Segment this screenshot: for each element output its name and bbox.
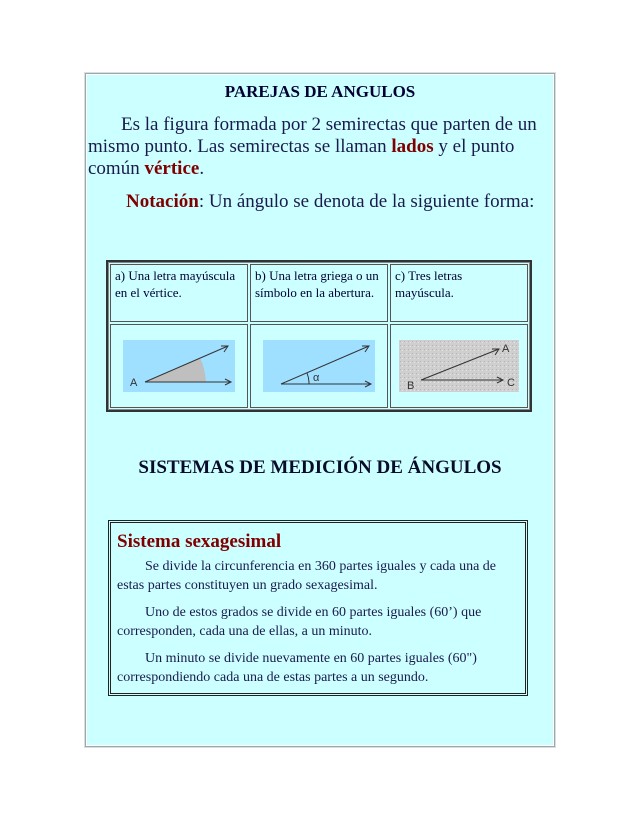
intro-text-3: . xyxy=(199,158,205,179)
sexagesimal-title: Sistema sexagesimal xyxy=(117,531,282,552)
sexagesimal-paragraph-3: Un minuto se divide nuevamente en 60 partes iguales (60") correspondiendo cada una de estas partes a un segundo. xyxy=(117,651,477,685)
sexagesimal-box xyxy=(108,520,528,696)
point-label-a: A xyxy=(502,343,510,355)
figure-b-cell xyxy=(250,324,388,408)
notation-table xyxy=(106,260,532,412)
figure-c-cell xyxy=(390,324,528,408)
intro-text-1: Es la figura formada por 2 semirectas que parten de un mismo punto. Las semirectas se llaman xyxy=(88,114,537,157)
cell-b: b) Una letra griega o un símbolo en la abertura. xyxy=(250,264,388,322)
cell-a: a) Una letra mayúscula en el vértice. xyxy=(110,264,248,322)
point-label-c: C xyxy=(507,377,515,389)
notation-label: Notación xyxy=(126,191,199,212)
term-vertice: vértice xyxy=(144,158,200,179)
figure-a-cell xyxy=(110,324,248,408)
sexagesimal-paragraph-1: Se divide la circunferencia en 360 partes iguales y cada una de estas partes constituyen un grado sexagesimal. xyxy=(117,559,497,593)
content-frame xyxy=(85,73,555,747)
term-lados: lados xyxy=(391,136,434,157)
notation-line xyxy=(126,191,556,213)
page-title: PAREJAS DE ANGULOS xyxy=(224,82,416,101)
vertex-label-b: B xyxy=(407,380,415,392)
notation-text: : Un ángulo se denota de la siguiente forma: xyxy=(198,191,535,212)
figure-a-bg xyxy=(123,340,235,392)
section-heading-measurement: SISTEMAS DE MEDICIÓN DE ÁNGULOS xyxy=(138,457,502,478)
intro-text-2: y el punto común xyxy=(88,136,515,179)
sexagesimal-paragraph-2: Uno de estos grados se divide en 60 partes iguales (60’) que corresponden, cada una de ellas, a un minuto. xyxy=(117,605,482,639)
angle-figure-a xyxy=(123,340,235,392)
vertex-label-a: A xyxy=(130,377,138,389)
figure-c-bg xyxy=(399,340,519,392)
cell-c: c) Tres letras mayúscula. xyxy=(390,264,528,322)
angle-figure-c xyxy=(399,340,519,392)
angle-figure-b xyxy=(263,340,375,392)
intro-paragraph xyxy=(88,114,550,180)
greek-symbol: α xyxy=(313,372,320,384)
